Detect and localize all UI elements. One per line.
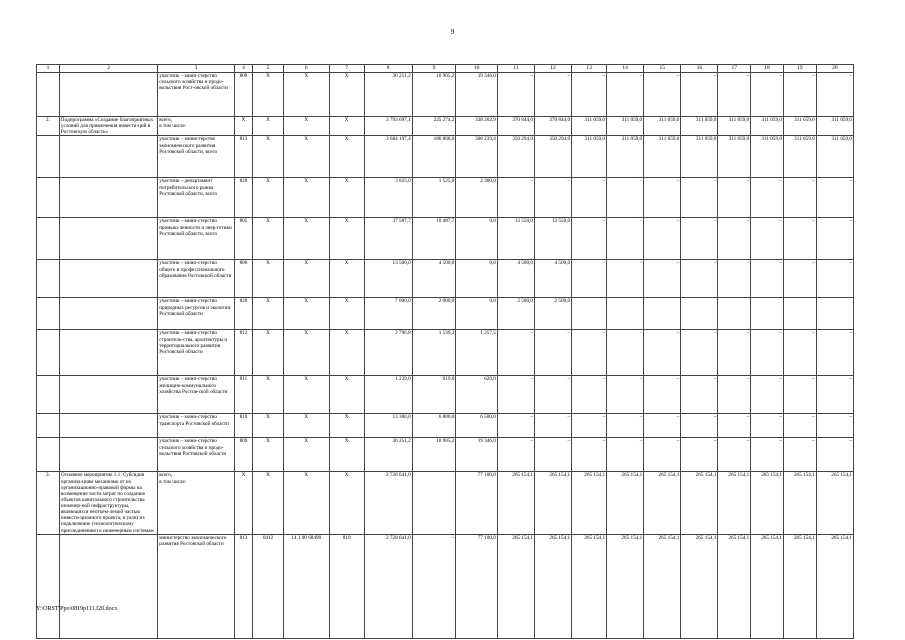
value-cell: 1 525,0	[412, 178, 456, 218]
value-cell: –	[751, 218, 784, 260]
value-cell: –	[534, 73, 571, 117]
value-cell: X	[253, 117, 284, 136]
value-cell: 265 154,1	[607, 534, 644, 638]
value-cell: 311 059,0	[572, 136, 607, 178]
value-cell: 311 059,0	[607, 136, 644, 178]
value-cell: X	[283, 414, 329, 438]
value-cell: 311 059,0	[816, 136, 853, 178]
value-cell: 0,0	[456, 260, 498, 298]
value-cell: –	[751, 414, 784, 438]
column-number: 12	[534, 65, 571, 73]
value-cell	[607, 298, 644, 330]
value-cell: 13 550,0	[534, 218, 571, 260]
value-cell: –	[718, 178, 751, 218]
row-number	[37, 414, 60, 438]
value-cell: X	[329, 218, 364, 260]
value-cell: –	[497, 376, 534, 414]
participant-name: всего, в том числе:	[158, 472, 234, 534]
value-cell: 311 059,0	[783, 136, 816, 178]
value-cell: 265 154,1	[497, 534, 534, 638]
value-cell: –	[783, 218, 816, 260]
program-name	[59, 260, 157, 298]
participant-name: участник – мини-стерство строитель-ства, архитектуры и территориального развития Ростовской области	[158, 330, 234, 376]
value-cell: –	[607, 73, 644, 117]
value-cell: 350 294,0	[497, 136, 534, 178]
value-cell: 2 796,8	[364, 330, 412, 376]
value-cell: 311 059,0	[572, 117, 607, 136]
value-cell: –	[572, 178, 607, 218]
row-number	[37, 298, 60, 330]
value-cell: –	[534, 414, 571, 438]
value-cell: 1 239,0	[364, 376, 412, 414]
page-number: 9	[450, 28, 455, 36]
value-cell: –	[816, 438, 853, 472]
value-cell: X	[329, 73, 364, 117]
value-cell: X	[283, 260, 329, 298]
value-cell: –	[783, 330, 816, 376]
value-cell: 4 500,0	[497, 260, 534, 298]
value-cell: X	[283, 73, 329, 117]
value-cell: 10 487,7	[412, 218, 456, 260]
value-cell: 3 825,0	[364, 178, 412, 218]
value-cell: 265 154,1	[644, 534, 681, 638]
value-cell: X	[253, 218, 284, 260]
value-cell: –	[497, 330, 534, 376]
value-cell: 265 154,1	[572, 472, 607, 534]
value-cell: 811	[234, 376, 253, 414]
value-cell: –	[751, 438, 784, 472]
participant-name: участник – мини-стерство сельского хозяйства и продо-вольствия Ростовской области	[158, 438, 234, 472]
value-cell: 311 059,0	[751, 117, 784, 136]
value-cell: 14 1 00 68490	[283, 534, 329, 638]
table-row	[37, 376, 854, 414]
value-cell: –	[534, 376, 571, 414]
table-row	[37, 472, 854, 534]
program-name	[59, 178, 157, 218]
value-cell: –	[607, 218, 644, 260]
column-number: 17	[718, 65, 751, 73]
value-cell: 77 100,0	[456, 472, 498, 534]
value-cell: 2 300,0	[456, 178, 498, 218]
value-cell: –	[783, 376, 816, 414]
value-cell: –	[816, 330, 853, 376]
column-number: 9	[412, 65, 456, 73]
value-cell: –	[572, 218, 607, 260]
value-cell: 2 000,0	[412, 298, 456, 330]
table-row	[37, 330, 854, 376]
value-cell: 370 844,0	[497, 117, 534, 136]
value-cell: –	[644, 330, 681, 376]
value-cell: –	[718, 376, 751, 414]
value-cell: –	[783, 178, 816, 218]
value-cell: 265 154,1	[497, 472, 534, 534]
value-cell: 6 500,0	[456, 414, 498, 438]
value-cell: 809	[234, 73, 253, 117]
value-cell: X	[283, 298, 329, 330]
value-cell: 810	[329, 534, 364, 638]
value-cell: –	[572, 376, 607, 414]
value-cell: 311 059,0	[607, 117, 644, 136]
value-cell: –	[412, 534, 456, 638]
table-row	[37, 117, 854, 136]
value-cell: 19 346,0	[456, 73, 498, 117]
value-cell: X	[329, 117, 364, 136]
value-cell: X	[329, 136, 364, 178]
value-cell: –	[681, 260, 718, 298]
value-cell: 2 500,0	[497, 298, 534, 330]
value-cell: X	[253, 73, 284, 117]
value-cell: 19 346,0	[456, 438, 498, 472]
value-cell: 2 500,0	[534, 298, 571, 330]
value-cell: –	[644, 178, 681, 218]
value-cell: 813	[234, 534, 253, 638]
column-number: 18	[751, 65, 784, 73]
value-cell: 10 905,2	[412, 73, 456, 117]
value-cell: 186 868,0	[412, 136, 456, 178]
participant-name: участник – мини-стерство жилищно-коммунального хозяйства Ростов-ской области	[158, 376, 234, 414]
value-cell: X	[253, 260, 284, 298]
row-number	[37, 260, 60, 298]
table-row	[37, 73, 854, 117]
value-cell: –	[607, 376, 644, 414]
value-cell	[816, 298, 853, 330]
program-name	[59, 218, 157, 260]
value-cell: 4 500,0	[412, 260, 456, 298]
program-name	[59, 73, 157, 117]
value-cell: –	[644, 73, 681, 117]
value-cell: –	[497, 438, 534, 472]
program-name	[59, 534, 157, 638]
program-name	[59, 414, 157, 438]
column-number: 11	[497, 65, 534, 73]
value-cell: 2 728 641,0	[364, 472, 412, 534]
column-number: 4	[234, 65, 253, 73]
row-number	[37, 218, 60, 260]
value-cell: –	[681, 330, 718, 376]
value-cell: –	[816, 218, 853, 260]
participant-name: министерство экономического развития Ростовской области	[158, 534, 234, 638]
value-cell: 370 844,0	[534, 117, 571, 136]
value-cell: 265 154,1	[572, 534, 607, 638]
table-row	[37, 136, 854, 178]
value-cell: 619,0	[412, 376, 456, 414]
value-cell: 265 154,1	[534, 534, 571, 638]
value-cell: –	[644, 438, 681, 472]
value-cell: 77 100,0	[456, 534, 498, 638]
value-cell: –	[718, 218, 751, 260]
value-cell: –	[816, 73, 853, 117]
value-cell	[783, 298, 816, 330]
value-cell: 311 059,0	[644, 136, 681, 178]
value-cell: X	[283, 117, 329, 136]
value-cell: 311 059,0	[718, 117, 751, 136]
value-cell: –	[534, 178, 571, 218]
value-cell: 265 154,1	[681, 472, 718, 534]
value-cell: –	[534, 438, 571, 472]
value-cell: 30 251,2	[364, 73, 412, 117]
value-cell: –	[751, 73, 784, 117]
value-cell: 311 059,0	[644, 117, 681, 136]
row-number	[37, 438, 60, 472]
value-cell: 2 728 641,0	[364, 534, 412, 638]
program-name: Основное мероприятие 1.1. Субсидия организа-циям механизмо от их организационно-правовой формы на возмещение части затрат по созданию объектов капитального строительства инженер-ной инфраструктуры, являющихся неотъем-лемой частью инвести-ционного проекта, и (или) их подключение (технологическому присоединению) к инженерным системам	[59, 472, 157, 534]
value-cell: –	[751, 330, 784, 376]
value-cell: –	[607, 438, 644, 472]
value-cell: X	[253, 330, 284, 376]
column-number: 3	[158, 65, 234, 73]
value-cell: –	[783, 438, 816, 472]
value-cell: 810	[234, 414, 253, 438]
value-cell: –	[816, 178, 853, 218]
value-cell: 0,0	[456, 298, 498, 330]
column-number: 8	[364, 65, 412, 73]
value-cell: 3 684 197,4	[364, 136, 412, 178]
value-cell: 265 154,1	[751, 534, 784, 638]
value-cell: –	[607, 260, 644, 298]
program-name	[59, 136, 157, 178]
value-cell: X	[329, 178, 364, 218]
row-number	[37, 178, 60, 218]
row-number: 3.	[37, 472, 60, 534]
budget-table	[36, 64, 854, 639]
value-cell: –	[718, 438, 751, 472]
value-cell: –	[572, 73, 607, 117]
value-cell: 265 154,1	[783, 472, 816, 534]
program-name	[59, 330, 157, 376]
value-cell: 13 300,0	[364, 414, 412, 438]
value-cell: 265 154,1	[681, 534, 718, 638]
value-cell	[681, 298, 718, 330]
value-cell: X	[283, 218, 329, 260]
value-cell: –	[497, 178, 534, 218]
value-cell: X	[283, 472, 329, 534]
value-cell: 1 539,3	[412, 330, 456, 376]
value-cell: 813	[234, 136, 253, 178]
row-number: 2.	[37, 117, 60, 136]
value-cell: X	[253, 178, 284, 218]
participant-name: участник – мини-стерство сельского хозяйства и продо-вольствия Рост-овской области	[158, 73, 234, 117]
value-cell: 812	[234, 330, 253, 376]
value-cell: –	[718, 330, 751, 376]
value-cell: X	[329, 414, 364, 438]
value-cell: 0412	[253, 534, 284, 638]
column-number: 1	[37, 65, 60, 73]
value-cell: –	[816, 260, 853, 298]
value-cell: –	[751, 260, 784, 298]
column-number: 13	[572, 65, 607, 73]
row-number	[37, 534, 60, 638]
value-cell: –	[644, 414, 681, 438]
value-cell	[751, 298, 784, 330]
value-cell: 311 059,0	[681, 136, 718, 178]
value-cell: –	[572, 260, 607, 298]
column-number: 15	[644, 65, 681, 73]
value-cell: –	[816, 376, 853, 414]
value-cell: –	[681, 438, 718, 472]
row-number	[37, 330, 60, 376]
value-cell: 820	[234, 298, 253, 330]
table-row	[37, 534, 854, 638]
value-cell: –	[783, 260, 816, 298]
value-cell: –	[681, 178, 718, 218]
program-name	[59, 438, 157, 472]
value-cell: X	[253, 438, 284, 472]
value-cell: 0,0	[456, 218, 498, 260]
column-number: 6	[283, 65, 329, 73]
value-cell: 6 800,0	[412, 414, 456, 438]
column-number: 2	[59, 65, 157, 73]
value-cell: –	[783, 414, 816, 438]
value-cell	[718, 298, 751, 330]
value-cell: –	[644, 376, 681, 414]
value-cell: 265 154,1	[644, 472, 681, 534]
value-cell: 308 239,4	[456, 136, 498, 178]
table-row	[37, 218, 854, 260]
value-cell: 809	[234, 438, 253, 472]
value-cell: X	[283, 178, 329, 218]
value-cell: –	[718, 73, 751, 117]
value-cell: –	[572, 330, 607, 376]
value-cell: X	[283, 330, 329, 376]
value-cell: 805	[234, 218, 253, 260]
column-number: 14	[607, 65, 644, 73]
value-cell: X	[253, 136, 284, 178]
value-cell: X	[253, 376, 284, 414]
value-cell: X	[234, 117, 253, 136]
value-cell: –	[816, 414, 853, 438]
value-cell: 7 000,0	[364, 298, 412, 330]
value-cell: X	[329, 438, 364, 472]
value-cell: –	[607, 178, 644, 218]
value-cell: X	[329, 330, 364, 376]
value-cell: –	[572, 438, 607, 472]
value-cell: –	[644, 260, 681, 298]
program-name: Подпрограмма «Создание благоприятных условий для привлечения инвести-ций в Ростовскую область»	[59, 117, 157, 136]
value-cell: 828	[234, 178, 253, 218]
value-cell: 13 500,0	[364, 260, 412, 298]
value-cell: 338 262,9	[456, 117, 498, 136]
value-cell: 806	[234, 260, 253, 298]
file-path-footer: Y:\ORST\Ppo\0819p111.f20.docx	[36, 606, 118, 612]
value-cell: 265 154,1	[816, 472, 853, 534]
participant-name: участник – министерство экономического развития Ростовской области, всего	[158, 136, 234, 178]
table-row	[37, 298, 854, 330]
value-cell: 13 550,0	[497, 218, 534, 260]
value-cell: –	[718, 260, 751, 298]
value-cell: –	[681, 376, 718, 414]
table-row	[37, 438, 854, 472]
participant-name: участник – мини-стерство природных ресурсов и экологии Ростовской области	[158, 298, 234, 330]
value-cell: 265 154,1	[607, 472, 644, 534]
value-cell: 225 274,2	[412, 117, 456, 136]
value-cell: X	[253, 414, 284, 438]
column-number: 20	[816, 65, 853, 73]
value-cell: –	[681, 73, 718, 117]
program-name	[59, 376, 157, 414]
row-number	[37, 376, 60, 414]
value-cell: 311 059,0	[681, 117, 718, 136]
value-cell: 311 059,0	[718, 136, 751, 178]
value-cell: X	[329, 298, 364, 330]
participant-name: всего, в том числе:	[158, 117, 234, 136]
column-number: 19	[783, 65, 816, 73]
value-cell: X	[283, 376, 329, 414]
column-number: 10	[456, 65, 498, 73]
value-cell: –	[607, 414, 644, 438]
value-cell: X	[329, 260, 364, 298]
value-cell: X	[329, 376, 364, 414]
column-number: 16	[681, 65, 718, 73]
value-cell: –	[607, 330, 644, 376]
value-cell: –	[644, 218, 681, 260]
value-cell: 311 059,0	[783, 117, 816, 136]
value-cell: 1 257,5	[456, 330, 498, 376]
value-cell: 265 154,1	[718, 472, 751, 534]
value-cell: 265 154,1	[534, 472, 571, 534]
value-cell: –	[497, 73, 534, 117]
value-cell: –	[497, 414, 534, 438]
value-cell: –	[751, 178, 784, 218]
value-cell: 265 154,1	[718, 534, 751, 638]
value-cell: X	[253, 472, 284, 534]
participant-name: участник – мини-стерство транспорта Ростовской области	[158, 414, 234, 438]
value-cell: 4 500,0	[534, 260, 571, 298]
value-cell: 265 154,1	[751, 472, 784, 534]
program-name	[59, 298, 157, 330]
column-number: 7	[329, 65, 364, 73]
header-row	[37, 65, 854, 73]
value-cell: –	[681, 414, 718, 438]
value-cell: 3 793 697,1	[364, 117, 412, 136]
value-cell: –	[681, 218, 718, 260]
value-cell: X	[253, 298, 284, 330]
value-cell: –	[572, 414, 607, 438]
value-cell: 265 154,1	[783, 534, 816, 638]
value-cell: –	[751, 376, 784, 414]
value-cell: 350 294,0	[534, 136, 571, 178]
value-cell: 10 905,2	[412, 438, 456, 472]
value-cell: X	[234, 472, 253, 534]
table-row	[37, 178, 854, 218]
participant-name: участник – департамент потребительского рынка Ростовской области, всего	[158, 178, 234, 218]
value-cell: X	[283, 438, 329, 472]
value-cell: –	[534, 330, 571, 376]
table-row	[37, 414, 854, 438]
value-cell	[412, 472, 456, 534]
participant-name: участник – мини-стерство общего и профессионального образования Ростовской области	[158, 260, 234, 298]
value-cell	[644, 298, 681, 330]
row-number	[37, 73, 60, 117]
value-cell: X	[329, 472, 364, 534]
row-number	[37, 136, 60, 178]
value-cell: 311 059,0	[751, 136, 784, 178]
value-cell: 311 059,0	[816, 117, 853, 136]
value-cell: 30 251,2	[364, 438, 412, 472]
value-cell	[572, 298, 607, 330]
value-cell: 620,0	[456, 376, 498, 414]
value-cell: 265 154,1	[816, 534, 853, 638]
table-row	[37, 260, 854, 298]
value-cell: –	[783, 73, 816, 117]
value-cell: X	[283, 136, 329, 178]
value-cell: 37 587,7	[364, 218, 412, 260]
value-cell: –	[718, 414, 751, 438]
column-number: 5	[253, 65, 284, 73]
participant-name: участник – мини-стерство промыш-ленности и энер-гетики Ростовской области, всего	[158, 218, 234, 260]
